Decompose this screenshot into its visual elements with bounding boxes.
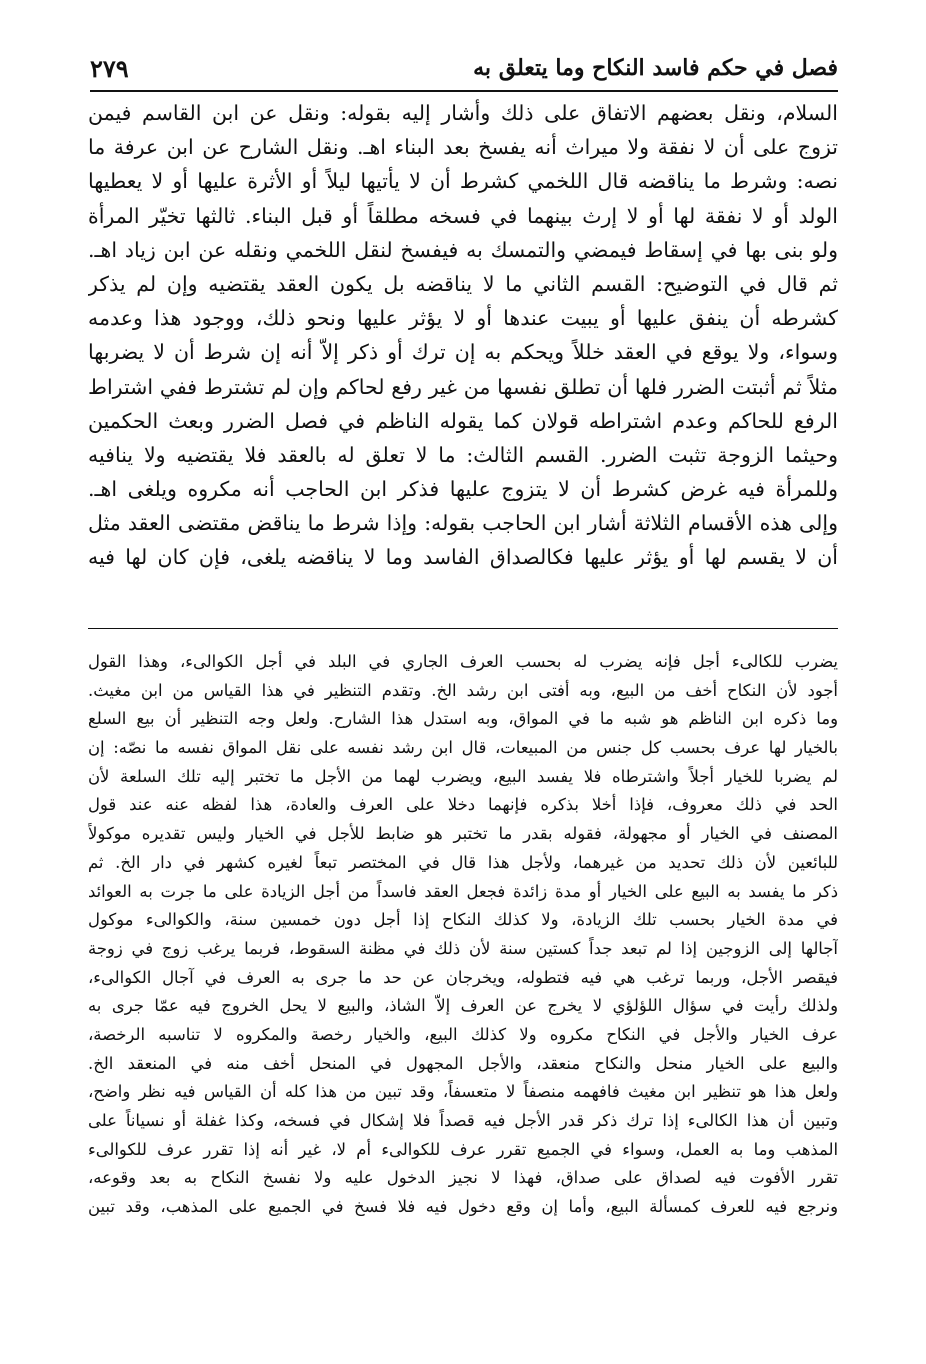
body-line: وحيثما الزوجة تثبت الضرر. القسم الثالث: ما لا تعلق له بالعقد فلا يقتضيه ولا ينافيه: [88, 442, 838, 467]
body-line: تزوج على أن لا نفقة ولا ميراث أنه يفسخ بعد البناء اهـ. ونقل الشارح عن ابن عرفة ما: [88, 135, 838, 160]
body-line: الرفع للحاكم وعدم اشتراطه قولان كما يقوله الناظم في فصل الضرر وبعث الحكمين: [88, 408, 838, 433]
footnote-line: لم يضربا للخيار أجلاً واشترطاه فلا يفسد البيع، ويضرب لهما من الأجل ما تختبر إليه تلك السلعة لأن: [88, 766, 838, 786]
footnote-line: آجالها إلى الزوجين إذا لم تبعد جداً كستين سنة لأن ذلك في مظنة السقوط، فربما يرغب زوج في زوجة: [88, 938, 838, 958]
body-line: كشرطه أن ينفق عليها أو يبيت عندها أو لا يؤثر عليها ونحو ذلك، ووجود هذا وعدمه: [88, 306, 838, 331]
body-line: الولد أو لا نفقة لها أو لا إرث بينهما في فسخه مطلقاً أو قبل البناء. ثالثها تخيّر المرأة: [88, 203, 838, 228]
body-line: أن لا يقسم لها أو يؤثر عليها فكالصداق الفاسد وما لا يناقضه يلغى، فإن كان لها فيه: [88, 545, 838, 570]
footnote-line: في مدة الخيار بحسب تلك الزيادة، ولا كذلك النكاح إذا أجل دون خمسين سنة، والكوالىء موكول: [88, 910, 838, 930]
main-text: [88, 96, 838, 575]
body-line: مثلاً ثم أثبتت الضرر فلها أن تطلق نفسها من غير رفع لحاكم وإن لم تشترط ففي اشتراط: [88, 374, 838, 399]
body-line: وإلى هذه الأقسام الثلاثة أشار ابن الحاجب بقوله: وإذا شرط ما يناقض مقتضى العقد مثل: [88, 511, 838, 536]
footnote-line: أجود لأن النكاح أخف من البيع، وبه أفتى ابن رشد الخ. وتقدم التنظير في هذا القياس من ابن مغيث.: [88, 680, 838, 700]
body-line: ثم قال في التوضيح: القسم الثاني ما لا يناقضه بل يكون العقد يقتضيه وإن لم يذكر: [88, 271, 838, 296]
footnote-line: عرف الخيار والأجل في النكاح مكروه ولا كذلك البيع، والخيار رخصة والمكروه لا تناسبه الرخصة،: [88, 1024, 838, 1044]
footnote-line: ذكر ما يفسد به البيع على الخيار أو مدة زائدة فجعل العقد فاسداً من أجل الزيادة على ما جرت به العوائد: [88, 881, 838, 901]
page-header: [90, 46, 838, 92]
footnote-line: والبيع على الخيار منحل والنكاح منعقد، والأجل المجهول في المنحل أخف منه في المنعقد الخ.: [88, 1053, 838, 1073]
body-line: السلام، ونقل بعضهم الاتفاق على ذلك وأشار إليه بقوله: ونقل عن ابن القاسم فيمن: [88, 101, 838, 125]
chapter-title: فصل في حكم فاسد النكاح وما يتعلق به: [473, 55, 838, 81]
footnote-line: المذهب وما به العمل، وسواء في الجميع تقرر عرف للكوالىء أم لا، غير أنه إذا تقرر عرف للكوالىء: [88, 1139, 838, 1159]
footnote-line: يضرب للكالىء أجل فإنه يضرب له بحسب العرف الجاري في البلد في أجل الكوالىء، وهذا القول: [88, 652, 838, 671]
footnote-line: ونرجع فيه للعرف كمسألة البيع، وأما إن وقع دخول فيه فلا فسخ في الجميع على المذهب، وقد تبين: [88, 1197, 838, 1217]
footnote-line: ولذلك رأيت في سؤال اللؤلؤي لا يخرج عن العرف إلاّ الشاذ، والبيع لا يحل الخروج فيه عمّا جرى به: [88, 996, 838, 1016]
body-line: نصه: وشرط ما يناقضه قال اللخمي كشرط أن لا يأتيها ليلاً أو الأثرة عليها أو لا يعطيها: [88, 169, 838, 194]
footnote-line: وما ذكره ابن الناظم هو شبه ما في المواق، وبه استدل هذا الشارح. ولعل وجه التنظير أن بيع السلع: [88, 709, 838, 729]
footnote-line: تقرر الأفوت فيه لصداق على صداق، فهذا لا نجيز الدخول عليه ولا نفسخ النكاح به بعد وقوعه،: [88, 1168, 838, 1188]
body-line: ولو بنى بها في إسقاط فيمضي والتمسك به فيفسخ لنقل اللخمي ونقله عن ابن زياد اهـ.: [88, 237, 838, 262]
footnote-separator: [88, 628, 838, 629]
footnote-line: الحد في ذلك معروف، فإذا أخلا بذكره فإنهما دخلا على العرف والعادة، هذا لفظه عنه عند قول: [88, 795, 838, 815]
body-line: وسواء، ولا يوقع في العقد خللاً ويحكم به إن ترك أو ذكر إلاّ أنه إن شرط أن لا يضربها: [88, 340, 838, 365]
footnote-line: بالخيار لها عرف بحسب كل جنس من المبيعات، قال ابن رشد نفسه على نقل المواق نفسه ما نصّه: إن: [88, 738, 838, 758]
body-line: وللمرأة فيه غرض كشرط أن لا يتزوج عليها فذكر ابن الحاجب أنه مكروه ويلغى اهـ.: [88, 477, 838, 502]
footnotes: [88, 648, 838, 1222]
footnote-line: ولعل هذا هو تنظير ابن مغيث فافهمه منصفاً لا متعسفاً، وقد تبين من هذا كله أن القياس فيه نظر واضح،: [88, 1082, 838, 1102]
footnote-line: المصنف في الخيار أو مجهولة، فقوله بقدر ما تختبر هو ضابط للأجل في الخيار وليس تقديره موكولاً: [88, 824, 838, 844]
footnote-line: فيقصر الأجل، وربما ترغب هي فيه فتطوله، ويخرجان عن حد ما جرى به العرف في آجال الكوالىء،: [88, 967, 838, 987]
page-number: ٢٧٩: [90, 53, 129, 83]
footnote-line: وتبين أن هذا الكالىء إذا ترك ذكر قدر الأجل فيه قصداً فلا إشكال في فسخه، وكذا غفلة أو نسياناً على: [88, 1111, 838, 1130]
footnote-line: للبائعين لأن ذلك تحديد من غيرهما، ولأجل هذا قال في المختصر تبعاً لغيره كشهر في دار الخ. ثم: [88, 852, 838, 872]
